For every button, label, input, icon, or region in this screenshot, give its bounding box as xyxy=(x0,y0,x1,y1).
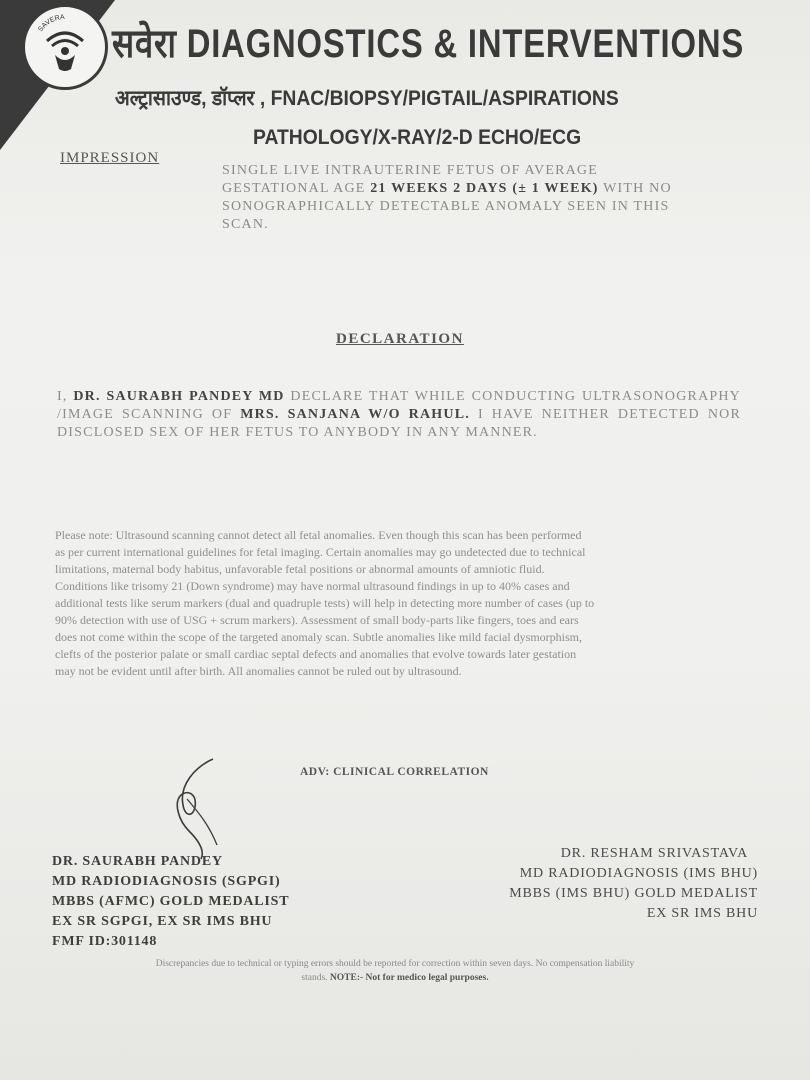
doctor-left-line: MD RADIODIAGNOSIS (SGPGI) xyxy=(52,874,281,889)
doctor-left-line: EX SR SGPGI, EX SR IMS BHU xyxy=(52,914,273,929)
note-line: limitations, maternal body habitus, unfavorable fetal positions or abnormal amounts of amniotic fluid. xyxy=(55,562,545,576)
doctor-right-line: MD RADIODIAGNOSIS (IMS BHU) xyxy=(519,866,758,881)
impression-line xyxy=(222,180,742,198)
impression-line-part: GESTATIONAL AGE xyxy=(222,181,366,196)
impression-line: SONOGRAPHICALLY DETECTABLE ANOMALY SEEN IN THIS xyxy=(222,199,670,214)
doctor-left-name: DR. SAURABH PANDEY xyxy=(52,854,223,869)
note-line: 90% detection with use of USG + scrum markers). Assessment of small body-parts like fingers, toes and ears xyxy=(55,613,579,627)
footer-line-2 xyxy=(50,971,740,985)
gestational-age: 21 WEEKS 2 DAYS (± 1 WEEK) xyxy=(370,181,599,196)
doctor-right-credentials xyxy=(509,844,758,924)
footer-note-label: NOTE:- xyxy=(329,973,364,983)
doctor-right-line: EX SR IMS BHU xyxy=(646,906,758,921)
clinic-name: सवेरा DIAGNOSTICS & INTERVENTIONS xyxy=(112,22,745,66)
note-line: clefts of the posterior palate or small cardiac septal defects and anomalies that evolve towards later gestation xyxy=(55,647,577,661)
patient-name: MRS. SANJANA W/O RAHUL. xyxy=(240,407,470,422)
doctor-right-name: DR. RESHAM SRIVASTAVA xyxy=(560,846,748,861)
note-line: does not come within the scope of the targeted anomaly scan. Subtle anomalies like mild facial dysmorphism, xyxy=(55,630,582,644)
impression-line: SINGLE LIVE INTRAUTERINE FETUS OF AVERAGE xyxy=(222,163,598,178)
declaration-title: DECLARATION xyxy=(336,331,464,347)
doctor-left-credentials xyxy=(52,852,289,952)
doctor-right-line: MBBS (IMS BHU) GOLD MEDALIST xyxy=(509,886,758,901)
declaring-doctor: DR. SAURABH PANDEY MD xyxy=(73,389,285,404)
doctor-left-fmf-id: FMF ID:301148 xyxy=(52,934,158,949)
svg-text:SAVERA: SAVERA xyxy=(37,13,66,34)
impression-text xyxy=(222,162,742,234)
letterhead xyxy=(0,0,810,149)
note-line: additional tests like serum markers (dual and quadruple tests) will help in detecting more number of cases (up to xyxy=(55,596,595,610)
footer-line-1: Discrepancies due to technical or typing errors should be reported for correction within seven days. No compensation liability xyxy=(155,959,635,969)
footer-line-2-prefix: stands. xyxy=(301,973,328,983)
advice-text: ADV: CLINICAL CORRELATION xyxy=(300,766,489,778)
note-line: Please note: Ultrasound scanning cannot detect all fetal anomalies. Even though this scan has been performed xyxy=(55,528,582,542)
services-line-1: अल्ट्रासाउण्ड, डॉप्लर , FNAC/BIOPSY/PIGTAIL/ASPIRATIONS xyxy=(115,87,619,110)
clinic-logo xyxy=(22,4,108,90)
declaration-prefix: I, xyxy=(57,389,68,404)
impression-label: IMPRESSION xyxy=(60,150,160,166)
footer-disclaimer xyxy=(50,957,740,985)
impression-line-part: WITH NO xyxy=(603,181,672,196)
disclaimer-note xyxy=(55,527,745,680)
handwritten-signature xyxy=(165,755,255,865)
declaration-text xyxy=(57,388,741,442)
note-line: may not be evident until after birth. All anomalies cannot be ruled out by ultrasound. xyxy=(55,664,462,678)
note-line: as per current international guidelines for fetal imaging. Certain anomalies may go undetected due to technical xyxy=(55,545,586,559)
note-line: Conditions like trisomy 21 (Down syndrome) may have normal ultrasound findings in up to 40% cases and xyxy=(55,579,570,593)
impression-line: SCAN. xyxy=(222,217,269,232)
footer-note-text: Not for medico legal purposes. xyxy=(365,973,489,983)
declaration-part-2: I HAVE NEITHER DETECTED NOR DISCLOSED SEX OF HER FETUS TO ANYBODY IN ANY MANNER. xyxy=(57,407,741,440)
declaration-part-1: DECLARE THAT WHILE CONDUCTING ULTRASONOGRAPHY /IMAGE SCANNING OF xyxy=(57,389,741,422)
doctor-left-line: MBBS (AFMC) GOLD MEDALIST xyxy=(52,894,290,909)
services-line-2: PATHOLOGY/X-RAY/2-D ECHO/ECG xyxy=(253,126,582,149)
